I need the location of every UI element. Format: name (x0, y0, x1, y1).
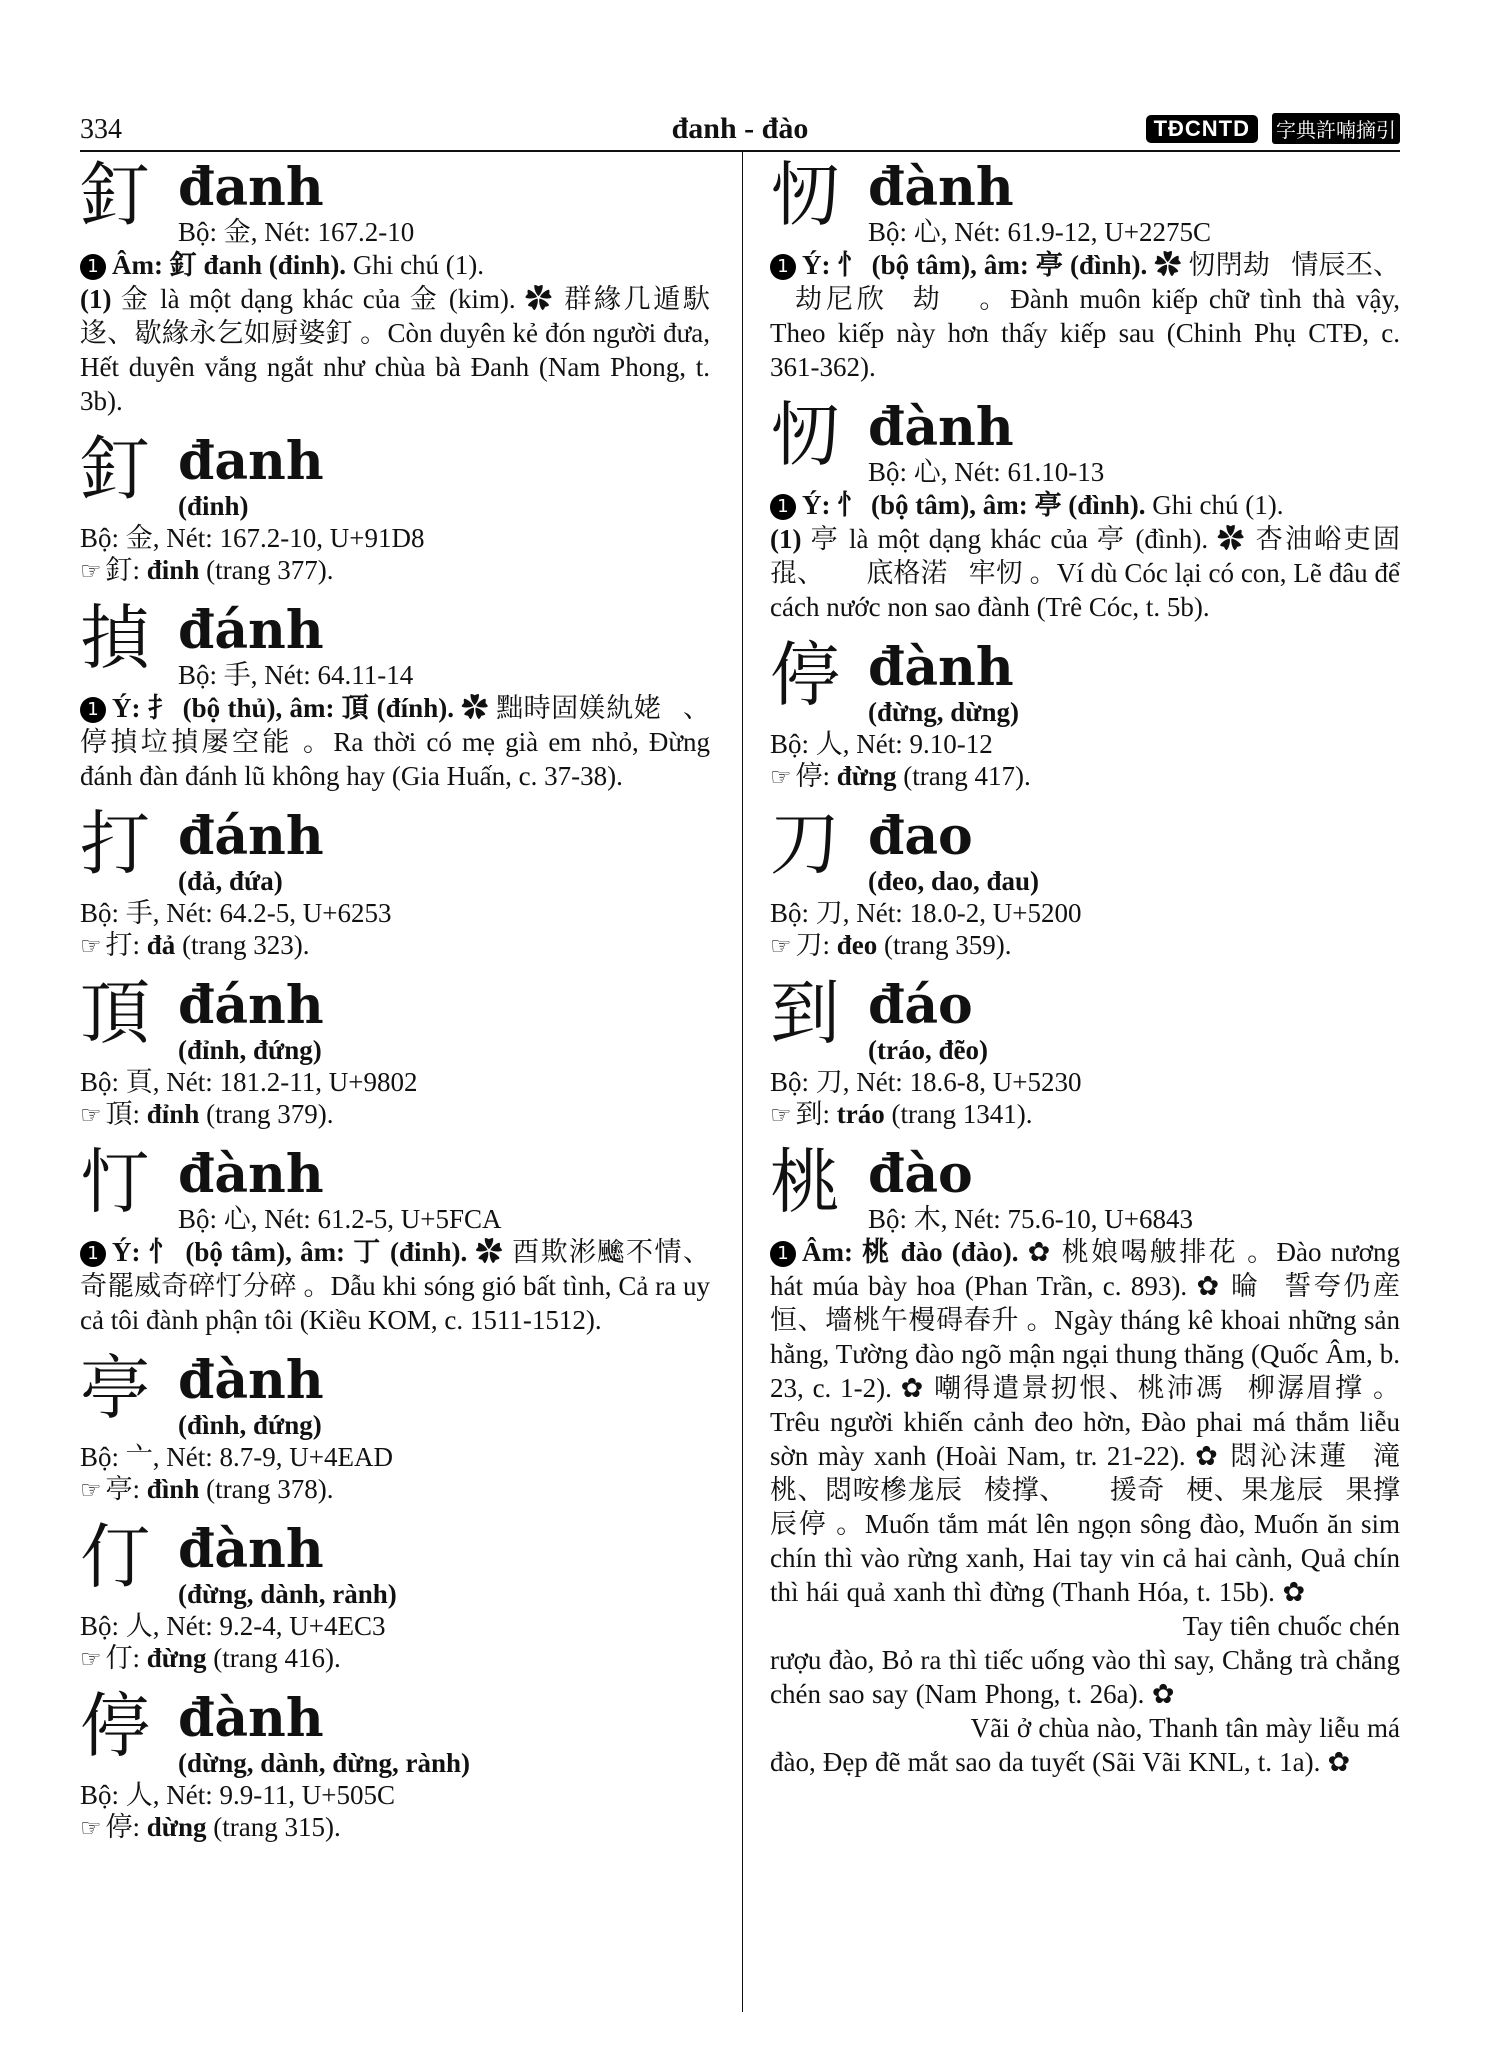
ref-word: đừng (836, 761, 897, 791)
entry-hanzi: 亭 (80, 1347, 150, 1429)
entry-definition (80, 691, 710, 793)
entry-word: đành (178, 1144, 324, 1205)
entry-word: đào (868, 1144, 973, 1205)
note-text: 金 là một dạng khác của 金 (kim). ✿ 群緣几遁馱迻、歇緣永乞如厨婆釘 。Còn duyên kẻ đón người đưa, Hết duyên vắng ngắt như chùa bà Đanh (Nam Phong, t. 3b). (80, 284, 710, 416)
entry-word: đanh (178, 431, 324, 492)
entry-head (80, 970, 710, 1066)
entry-text: ✿ 黜時固媄䊵姥𤞻、停揁垃揁屡空能 。Ra thời có mẹ già em nhỏ, Đừng đánh đàn đánh lũ không hay (Gia Huấn, c. 37-38). (80, 693, 710, 791)
entry-meta: Bộ: 金, Nét: 167.2-10 (178, 217, 415, 247)
bullet-one-icon: 1 (80, 254, 106, 280)
header-logos (1146, 113, 1400, 144)
pointing-hand-icon: ☞ (80, 1476, 102, 1504)
logo-tdcntd: TĐCNTD (1146, 115, 1258, 143)
note-number: (1) (80, 284, 112, 314)
pointing-hand-icon: ☞ (770, 932, 792, 960)
dictionary-entry (770, 1139, 1400, 1813)
entry-hanzi: 桃 (770, 1141, 840, 1223)
ref-char: 亭: (105, 1474, 147, 1504)
entry-head (80, 801, 710, 897)
ref-word: đả (146, 930, 176, 960)
ref-page: (trang 377). (199, 555, 334, 585)
entry-sense: Ý: 忄 (bộ tâm), âm: 亭 (đình). (802, 490, 1146, 520)
entry-reference (80, 1098, 710, 1131)
entry-meta: Bộ: 手, Nét: 64.11-14 (178, 660, 414, 690)
entry-word: đành (178, 1519, 324, 1580)
entry-head (770, 632, 1400, 728)
entry-headtext (172, 1514, 397, 1610)
entry-definition (770, 1235, 1400, 1813)
entry-definition (770, 488, 1400, 522)
dictionary-entry (80, 801, 710, 962)
ref-page: (trang 416). (206, 1643, 341, 1673)
entry-reference (80, 1811, 710, 1844)
entry-headtext (862, 632, 1019, 728)
entry-meta: Bộ: 手, Nét: 64.2-5, U+6253 (80, 898, 392, 928)
entry-word: đành (868, 157, 1014, 218)
left-column (80, 152, 710, 1852)
entry-hanzi: 打 (80, 803, 150, 885)
ref-word: đinh (146, 555, 200, 585)
entry-word: đánh (178, 806, 324, 867)
entry-headtext (862, 970, 988, 1066)
entry-meta: Bộ: 心, Nét: 61.9-12, U+2275C (868, 217, 1211, 247)
pointing-hand-icon: ☞ (80, 932, 102, 960)
pointing-hand-icon: ☞ (80, 1101, 102, 1129)
pointing-hand-icon: ☞ (80, 1645, 102, 1673)
entry-text: ✿ 酉欺涁𩙍不情、奇罷威奇碎忊分碎 。Dẫu khi sóng gió bất tình, Cả ra uy cả tôi đành phận tôi (Kiều KOM, c. 1511-1512). (80, 1237, 710, 1335)
bullet-one-icon: 1 (80, 697, 106, 723)
dictionary-entry (80, 595, 710, 793)
entry-variants: (đeo, dao, đau) (868, 866, 1040, 896)
ref-page: (trang 315). (206, 1812, 341, 1842)
dictionary-entry (80, 1683, 710, 1844)
entry-definition (80, 1235, 710, 1337)
entry-variants: (đả, đứa) (178, 866, 283, 896)
entry-headtext (172, 152, 414, 248)
entry-hanzi: 㣼 (770, 154, 840, 236)
entry-variants: (tráo, đẽo) (868, 1035, 988, 1065)
entry-headtext (172, 595, 413, 691)
column-divider (742, 152, 743, 2012)
dictionary-entry (80, 970, 710, 1131)
entry-head (770, 152, 1400, 248)
entry-hanzi: 頂 (80, 972, 150, 1054)
entry-head (80, 595, 710, 691)
entry-reference (80, 554, 710, 587)
entry-meta: Bộ: 心, Nét: 61.10-13 (868, 457, 1105, 487)
note-text: 亭 là một dạng khác của 亭 (đình). ✿ 杏油峪吏固𡥵、𨤔𡏦底格渃𡽫牢㣼 。Ví dù Cóc lại có con, Lẽ đâu để cách nước non sao đành (Trê Cóc, t. 5b). (770, 524, 1400, 622)
dictionary-entry (80, 426, 710, 587)
ref-char: 刀: (795, 930, 837, 960)
entry-word: đành (178, 1350, 324, 1411)
entry-definition (80, 248, 710, 282)
entry-meta: Bộ: 人, Nét: 9.10-12 (770, 729, 993, 759)
ref-char: 頂: (105, 1099, 147, 1129)
entry-head (80, 1139, 710, 1235)
ref-char: 打: (105, 930, 147, 960)
entry-headtext (172, 1345, 324, 1441)
ref-page: (trang 323). (175, 930, 310, 960)
entry-meta: Bộ: 金, Nét: 167.2-10, U+91D8 (80, 523, 425, 553)
bullet-one-icon: 1 (80, 1241, 106, 1267)
entry-reference (80, 929, 710, 962)
ref-word: đỉnh (146, 1099, 200, 1129)
entry-meta: Bộ: 刀, Nét: 18.6-8, U+5230 (770, 1067, 1082, 1097)
entry-headtext (862, 392, 1104, 488)
entry-text: ✿ 桃娘喝𦨭排花 。Đào nương hát múa bày hoa (Phan Trần, c. 893). ✿ 㫻𦝄誓夸仍産恒、墻桃午槾碍春升 。Ngày tháng kê khoai những sản hằng, Tường đào ngõ mận ngại thung thăng (Quốc Âm, b. 23, c. 1-2). ✿ 嘲得遣景扨恨、桃沛馮𦹳柳潺眉撑 。Trêu người khiến cảnh đeo hờn, Đào phai má thắm liễu sờn mày xanh (Hoài Nam, tr. 21-22). ✿ 悶沁沫蓮𦹵滝桃、悶咹槮尨辰𠇍棱撑、𠄩𢬣援奇𠄩梗、果尨辰𢯦果撑辰停 。Muốn tắm mát lên ngọn sông đào, Muốn ăn sim chín thì vào rừng xanh, Hai tay vin cả hai cành, Quả chín thì hái quả xanh thì đừng (Thanh Hóa, t. 15b). ✿ 𢬣仙祝𠯇醄桃、補罷辰惜旺𠇍辰醝、庄𠀧庄𠯇牢醝 。Tay tiên chuốc chén rượu đào, Bỏ ra thì tiếc uống vào thì say, Chẳng trà chẳng chén sao say (Nam Phong, t. 26a). ✿ 𡛔於厨市、清新眉柳馮桃、𢢯悌相牢𦝄雪 。Vãi ở chùa nào, Thanh tân mày liễu má đào, Đẹp đẽ mắt sao da tuyết (Sãi Vãi KNL, t. 1a). ✿ 𩈘𢜝𢞂𧡊𡾵𩀳邊 (770, 1237, 1400, 1811)
entry-head (80, 1514, 710, 1610)
entry-meta: Bộ: 刀, Nét: 18.0-2, U+5200 (770, 898, 1082, 928)
entry-hanzi: 刀 (770, 803, 840, 885)
entry-reference (770, 760, 1400, 793)
entry-variants: (đừng, dừng) (868, 697, 1019, 727)
entry-meta: Bộ: 人, Nét: 9.9-11, U+505C (80, 1780, 395, 1810)
ref-char: 停: (105, 1812, 147, 1842)
pointing-hand-icon: ☞ (80, 557, 102, 585)
entry-reference (770, 929, 1400, 962)
entry-headtext (862, 152, 1211, 248)
entry-headtext (172, 801, 324, 897)
ref-page: (trang 379). (199, 1099, 334, 1129)
right-column (770, 152, 1400, 1821)
dictionary-entry (80, 1345, 710, 1506)
dictionary-entry (770, 970, 1400, 1131)
bullet-one-icon: 1 (770, 494, 796, 520)
entry-head (80, 1345, 710, 1441)
entry-hanzi: 忊 (80, 1141, 150, 1223)
page-number: 334 (80, 114, 122, 145)
entry-reference (80, 1642, 710, 1675)
entry-sense: Âm: 釘 đanh (đinh). (112, 250, 347, 280)
entry-meta: Bộ: 人, Nét: 9.2-4, U+4EC3 (80, 1611, 386, 1641)
entry-head (770, 1139, 1400, 1235)
entry-reference (770, 1098, 1400, 1131)
entry-hanzi: 停 (80, 1685, 150, 1767)
entry-sense: Ý: 扌 (bộ thủ), âm: 頂 (đính). (112, 693, 454, 723)
entry-hanzi: 釘 (80, 154, 150, 236)
bullet-one-icon: 1 (770, 254, 796, 280)
entry-head (770, 970, 1400, 1066)
entry-head (80, 426, 710, 522)
entry-headtext (862, 1139, 1193, 1235)
entry-headtext (172, 1683, 470, 1779)
entry-head (770, 392, 1400, 488)
ref-page: (trang 1341). (884, 1099, 1033, 1129)
entry-meta: Bộ: 木, Nét: 75.6-10, U+6843 (868, 1204, 1193, 1234)
entry-text: Ghi chú (1). (1145, 490, 1284, 520)
entry-hanzi: 到 (770, 972, 840, 1054)
ref-word: đình (146, 1474, 200, 1504)
page-title: đanh - đào (671, 112, 809, 145)
entry-meta: Bộ: 心, Nét: 61.2-5, U+5FCA (178, 1204, 502, 1234)
ref-char: 到: (795, 1099, 837, 1129)
pointing-hand-icon: ☞ (80, 1814, 102, 1842)
entry-hanzi: 揁 (80, 597, 150, 679)
entry-sense: Âm: 桃 đào (đào). (802, 1237, 1019, 1267)
entry-head (80, 152, 710, 248)
entry-variants: (dừng, dành, đừng, rành) (178, 1748, 471, 1778)
entry-hanzi: 停 (770, 634, 840, 716)
ref-char: 釘: (105, 555, 147, 585)
entry-hanzi: 仃 (80, 1516, 150, 1598)
entry-note (770, 522, 1400, 624)
entry-text: ✿ 㣼閅劫𡗉情辰丕、𧿨劫尼欣𧡊劫𢖀 。Đành muôn kiếp chữ tình thà vậy, Theo kiếp này hơn thấy kiếp sau (Chinh Phụ CTĐ, c. 361-362). (770, 250, 1400, 382)
dictionary-entry (770, 152, 1400, 384)
bullet-one-icon: 1 (770, 1241, 796, 1267)
ref-word: dừng (146, 1812, 207, 1842)
entry-headtext (172, 1139, 502, 1235)
entry-sense-rest: Ghi chú (1). (346, 250, 485, 280)
entry-meta: Bộ: 頁, Nét: 181.2-11, U+9802 (80, 1067, 418, 1097)
entry-sense: Ý: 忄 (bộ tâm), âm: 丁 (đinh). (112, 1237, 468, 1267)
dictionary-entry (770, 392, 1400, 624)
entry-hanzi: 釘 (80, 428, 150, 510)
ref-char: 仃: (105, 1643, 147, 1673)
entry-word: đánh (178, 600, 324, 661)
dictionary-entry (80, 1514, 710, 1675)
ref-char: 停: (795, 761, 837, 791)
entry-word: đanh (178, 157, 324, 218)
entry-hanzi: 㣼 (770, 394, 840, 476)
pointing-hand-icon: ☞ (770, 1101, 792, 1129)
entry-note (80, 282, 710, 418)
entry-variants: (đừng, dành, rành) (178, 1579, 397, 1609)
entry-word: đành (178, 1688, 324, 1749)
pointing-hand-icon: ☞ (770, 763, 792, 791)
entry-variants: (đình, đứng) (178, 1410, 322, 1440)
entry-word: đao (868, 806, 973, 867)
entry-sense: Ý: 忄 (bộ tâm), âm: 亭 (đình). (802, 250, 1148, 280)
ref-page: (trang 417). (896, 761, 1031, 791)
dictionary-entry (80, 1139, 710, 1337)
entry-headtext (862, 801, 1039, 897)
entry-reference (80, 1473, 710, 1506)
dictionary-entry (80, 152, 710, 418)
ref-word: đừng (146, 1643, 207, 1673)
entry-meta: Bộ: 亠, Nét: 8.7-9, U+4EAD (80, 1442, 393, 1472)
entry-headtext (172, 970, 324, 1066)
entry-headtext (172, 426, 324, 522)
entry-word: đánh (178, 975, 324, 1036)
dictionary-entry (770, 632, 1400, 793)
note-number: (1) (770, 524, 802, 554)
entry-head (80, 1683, 710, 1779)
ref-page: (trang 359). (877, 930, 1012, 960)
logo-nom: 字典許喃摘引 (1272, 113, 1400, 144)
dictionary-entry (770, 801, 1400, 962)
ref-word: đeo (836, 930, 878, 960)
entry-variants: (đinh) (178, 491, 249, 521)
page-header (80, 112, 1400, 150)
ref-word: tráo (836, 1099, 885, 1129)
entry-word: đành (868, 397, 1014, 458)
ref-page: (trang 378). (199, 1474, 334, 1504)
entry-word: đành (868, 637, 1014, 698)
entry-definition (770, 248, 1400, 384)
entry-word: đáo (868, 975, 973, 1036)
entry-variants: (đỉnh, đứng) (178, 1035, 322, 1065)
entry-head (770, 801, 1400, 897)
